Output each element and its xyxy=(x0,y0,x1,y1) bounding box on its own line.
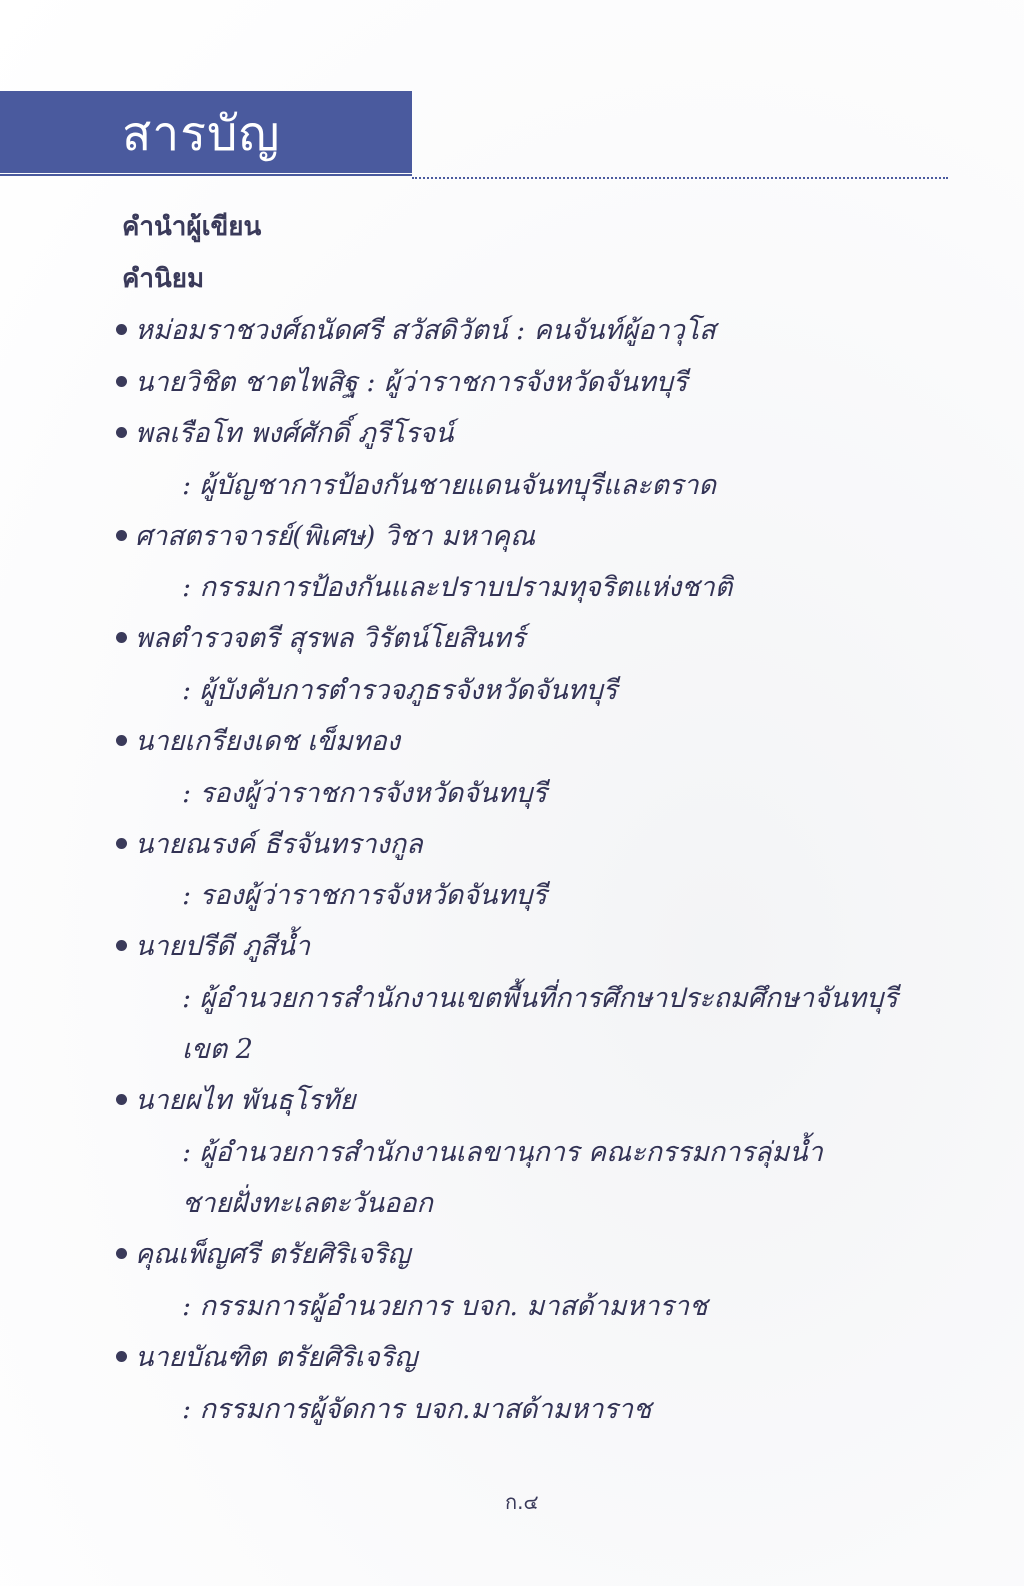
entry-subline: : กรรมการผู้จัดการ บจก.มาสด้ามหาราช xyxy=(182,1394,652,1425)
entry-name: นายผไท พันธุโรทัย xyxy=(135,1085,356,1116)
toc-entry xyxy=(116,365,687,401)
entry-name: นายณรงค์ ธีรจันทรางกูล xyxy=(135,829,423,860)
entry-name: คุณเพ็ญศรี ตรัยศิริเจริญ xyxy=(135,1239,411,1270)
entry-name: หม่อมราชวงศ์ถนัดศรี สวัสดิวัตน์ : คนจันท์ผู้อาวุโส xyxy=(135,315,716,346)
bullet-icon xyxy=(116,735,127,746)
entry-name: นายวิชิต ชาตไพสิฐ : ผู้ว่าราชการจังหวัดจันทบุรี xyxy=(135,367,688,398)
entry-name: นายปรีดี ภูสีน้ำ xyxy=(135,931,311,962)
entry-subline: ชายฝั่งทะเลตะวันออก xyxy=(182,1188,433,1219)
entry-subline: : ผู้อำนวยการสำนักงานเขตพื้นที่การศึกษาประถมศึกษาจันทบุรี xyxy=(182,983,898,1014)
bullet-icon xyxy=(116,1248,127,1259)
entry-subline: : ผู้อำนวยการสำนักงานเลขานุการ คณะกรรมการลุ่มน้ำ xyxy=(182,1137,823,1168)
entry-subline: : ผู้บังคับการตำรวจภูธรจังหวัดจันทบุรี xyxy=(182,675,618,706)
bullet-icon xyxy=(116,530,127,541)
toc-entry xyxy=(116,1237,410,1273)
page-title: สารบัญ xyxy=(122,106,281,162)
toc-entry xyxy=(116,827,423,863)
entry-subline: เขต 2 xyxy=(182,1034,253,1065)
entry-name: พลเรือโท พงศ์ศักดิ์ ภูรีโรจน์ xyxy=(135,418,454,449)
toc-entry xyxy=(116,724,400,760)
dotted-rule xyxy=(412,177,948,179)
entry-subline: : ผู้บัญชาการป้องกันชายแดนจันทบุรีและตราด xyxy=(182,470,717,501)
heading-preface: คำนำผู้เขียน xyxy=(122,212,262,242)
title-underline xyxy=(0,174,412,176)
bullet-icon xyxy=(116,632,127,643)
toc-entry xyxy=(116,1083,356,1119)
entry-name: นายบัณฑิต ตรัยศิริเจริญ xyxy=(135,1342,418,1373)
entry-subline: : กรรมการผู้อำนวยการ บจก. มาสด้ามหาราช xyxy=(182,1291,708,1322)
bullet-icon xyxy=(116,427,127,438)
heading-endorsements: คำนิยม xyxy=(122,264,205,294)
bullet-icon xyxy=(116,838,127,849)
entry-subline: : กรรมการป้องกันและปราบปรามทุจริตแห่งชาติ xyxy=(182,572,733,603)
toc-entry xyxy=(116,313,716,349)
entry-name: พลตำรวจตรี สุรพล วิรัตน์โยสินทร์ xyxy=(135,623,526,654)
entry-subline: : รองผู้ว่าราชการจังหวัดจันทบุรี xyxy=(182,778,547,809)
toc-entry xyxy=(116,1340,417,1376)
entry-name: ศาสตราจารย์(พิเศษ) วิชา มหาคุณ xyxy=(135,521,535,552)
toc-entry xyxy=(116,621,525,657)
bullet-icon xyxy=(116,1351,127,1362)
bullet-icon xyxy=(116,324,127,335)
entry-name: นายเกรียงเดช เข็มทอง xyxy=(135,726,400,757)
toc-entry xyxy=(116,929,310,965)
page-number: ก.๔ xyxy=(505,1490,539,1514)
toc-entry xyxy=(116,416,453,452)
bullet-icon xyxy=(116,940,127,951)
toc-entry xyxy=(116,519,535,555)
bullet-icon xyxy=(116,1094,127,1105)
entry-subline: : รองผู้ว่าราชการจังหวัดจันทบุรี xyxy=(182,880,547,911)
bullet-icon xyxy=(116,376,127,387)
